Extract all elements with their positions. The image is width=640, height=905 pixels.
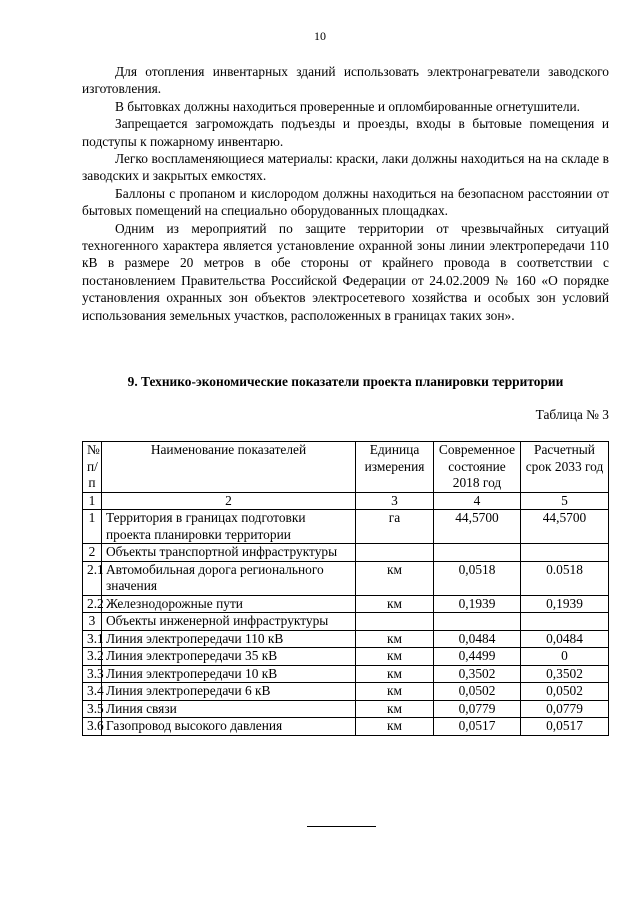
column-number: 2 — [102, 492, 356, 510]
row-current: 0,0502 — [434, 683, 521, 701]
row-number: 3.4 — [83, 683, 102, 701]
row-future: 0,0502 — [521, 683, 609, 701]
table-row — [83, 700, 609, 718]
row-unit: км — [356, 561, 434, 595]
row-number: 2.1 — [83, 561, 102, 595]
row-number: 3 — [83, 613, 102, 631]
header-number: № п/п — [83, 442, 102, 493]
row-name: Газопровод высокого давления — [102, 718, 356, 736]
table-row — [83, 648, 609, 666]
row-name: Объекты транспортной инфраструктуры — [102, 544, 356, 562]
header-current: Современное состояние 2018 год — [434, 442, 521, 493]
row-current — [434, 544, 521, 562]
row-current: 0,0517 — [434, 718, 521, 736]
row-current: 0,1939 — [434, 595, 521, 613]
row-unit: км — [356, 595, 434, 613]
table-body — [83, 510, 609, 736]
header-unit: Единица измерения — [356, 442, 434, 493]
row-current: 0,0779 — [434, 700, 521, 718]
table-row — [83, 683, 609, 701]
row-number: 1 — [83, 510, 102, 544]
indicators-table — [82, 441, 609, 736]
row-unit: км — [356, 648, 434, 666]
row-name: Автомобильная дорога регионального значения — [102, 561, 356, 595]
row-current: 0,0518 — [434, 561, 521, 595]
row-future: 0,0779 — [521, 700, 609, 718]
row-future: 0,0517 — [521, 718, 609, 736]
row-number: 3.5 — [83, 700, 102, 718]
row-future — [521, 544, 609, 562]
row-unit: км — [356, 630, 434, 648]
table-row — [83, 595, 609, 613]
row-number: 2 — [83, 544, 102, 562]
row-number: 3.6 — [83, 718, 102, 736]
row-current: 0,0484 — [434, 630, 521, 648]
row-future: 0,0484 — [521, 630, 609, 648]
row-number: 2.2 — [83, 595, 102, 613]
table-row — [83, 544, 609, 562]
row-current — [434, 613, 521, 631]
row-future: 0,1939 — [521, 595, 609, 613]
paragraph: Для отопления инвентарных зданий использовать электронагреватели заводского изготовления. — [82, 64, 609, 97]
column-number: 4 — [434, 492, 521, 510]
row-future — [521, 613, 609, 631]
row-current: 0,4499 — [434, 648, 521, 666]
row-name: Линия электропередачи 110 кВ — [102, 630, 356, 648]
table-row — [83, 510, 609, 544]
row-name: Территория в границах подготовки проекта планировки территории — [102, 510, 356, 544]
row-unit: га — [356, 510, 434, 544]
row-current: 0,3502 — [434, 665, 521, 683]
row-name: Линия электропередачи 6 кВ — [102, 683, 356, 701]
table-row — [83, 561, 609, 595]
row-unit: км — [356, 718, 434, 736]
row-unit: км — [356, 665, 434, 683]
row-unit: км — [356, 683, 434, 701]
row-future: 0 — [521, 648, 609, 666]
table-row — [83, 630, 609, 648]
column-number: 3 — [356, 492, 434, 510]
row-unit — [356, 544, 434, 562]
table-row — [83, 613, 609, 631]
body-text — [82, 63, 609, 324]
column-number: 5 — [521, 492, 609, 510]
row-name: Объекты инженерной инфраструктуры — [102, 613, 356, 631]
row-name: Линия связи — [102, 700, 356, 718]
row-future: 0,3502 — [521, 665, 609, 683]
header-future: Расчетный срок 2033 год — [521, 442, 609, 493]
header-name: Наименование показателей — [102, 442, 356, 493]
footer-rule — [307, 826, 376, 827]
paragraph: Одним из мероприятий по защите территории от чрезвычайных ситуаций техногенного характера является установление охранной зоны линии электропередачи 110 кВ в размере 20 метров в обе стороны от крайнего провода в соответствии с постановлением Правительства Российской Федерации от 24.02.2009 № 160 «О порядке установления охранных зон объектов электросетевого хозяйства и особых зон условий использования земельных участков, расположенных в границах таких зон». — [82, 220, 609, 323]
paragraph: Легко воспламеняющиеся материалы: краски, лаки должны находиться на на складе в заводских и закрытых емкостях. — [82, 151, 609, 184]
row-number: 3.3 — [83, 665, 102, 683]
row-current: 44,5700 — [434, 510, 521, 544]
paragraph: Баллоны с пропаном и кислородом должны находиться на безопасном расстоянии от бытовых помещений на специально оборудованных площадках. — [82, 185, 609, 219]
row-unit — [356, 613, 434, 631]
column-number-row — [83, 492, 609, 510]
table-caption: Таблица № 3 — [535, 407, 609, 422]
row-future: 44,5700 — [521, 510, 609, 544]
table-row — [83, 718, 609, 736]
row-future: 0.0518 — [521, 561, 609, 595]
row-name: Линия электропередачи 35 кВ — [102, 648, 356, 666]
paragraph: Запрещается загромождать подъезды и проезды, входы в бытовые помещения и подступы к пожарному инвентарю. — [82, 116, 609, 149]
column-number: 1 — [83, 492, 102, 510]
table-row — [83, 665, 609, 683]
table-header-row — [83, 442, 609, 493]
row-number: 3.2 — [83, 648, 102, 666]
row-name: Линия электропередачи 10 кВ — [102, 665, 356, 683]
row-name: Железнодорожные пути — [102, 595, 356, 613]
row-number: 3.1 — [83, 630, 102, 648]
page-number: 10 — [314, 29, 326, 43]
section-heading: 9. Технико-экономические показатели проекта планировки территории — [127, 374, 564, 389]
row-unit: км — [356, 700, 434, 718]
paragraph: В бытовках должны находиться проверенные и опломбированные огнетушители. — [115, 98, 581, 114]
